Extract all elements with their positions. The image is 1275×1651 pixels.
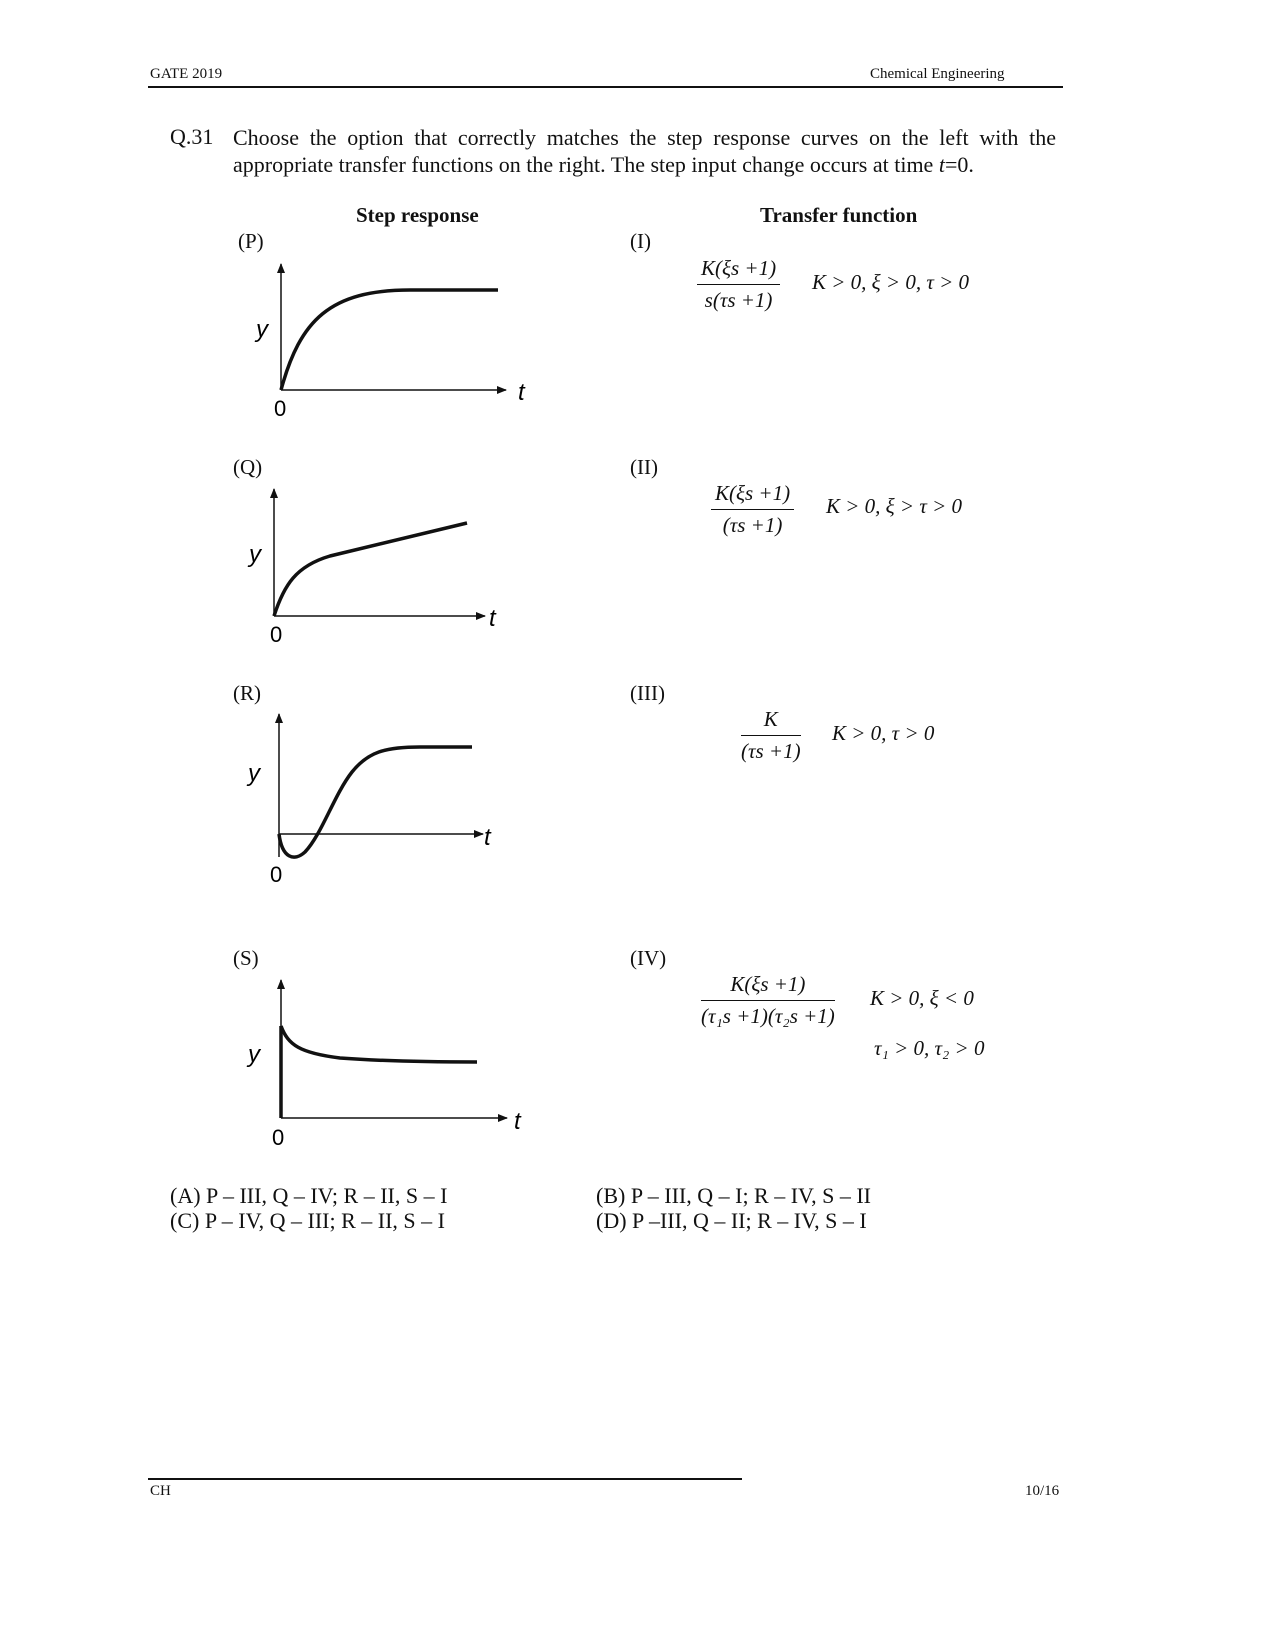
- option-c: (C) P – IV, Q – III; R – II, S – I: [170, 1208, 445, 1233]
- footer-rule: [148, 1478, 742, 1480]
- plot-q: [247, 489, 497, 647]
- plot-label-s: (S): [233, 946, 259, 970]
- tf-label-i: (I): [630, 229, 651, 253]
- plot-q-xlabel: t: [489, 605, 496, 632]
- plot-s-origin: 0: [272, 1125, 285, 1150]
- header-exam: GATE 2019: [150, 66, 223, 82]
- tf-iv-denominator: (τ₁s +1)(τ₂s +1): [701, 1004, 835, 1028]
- plot-label-r: (R): [233, 681, 261, 705]
- plot-r-xlabel: t: [484, 824, 491, 851]
- plot-s-curve: [281, 1026, 477, 1062]
- tf-label-iv: (IV): [630, 946, 667, 970]
- plot-q-origin: 0: [270, 622, 283, 647]
- transfer-function-heading: Transfer function: [760, 203, 918, 227]
- tf-iv-numerator: K(ξs +1): [701, 972, 835, 1001]
- plot-r-origin: 0: [270, 862, 283, 887]
- tf-label-iii: (III): [630, 681, 665, 705]
- tf-ii-denominator: (τs +1): [722, 513, 783, 537]
- tf-i-conditions: K > 0, ξ > 0, τ > 0: [812, 270, 970, 294]
- plot-p-curve: [281, 290, 498, 390]
- question-number: Q.31: [170, 124, 214, 149]
- tf-label-ii: (II): [630, 455, 658, 479]
- tf-iv-conditions-2: τ₁ > 0, τ₂ > 0: [874, 1036, 985, 1060]
- tf-ii-numerator: K(ξs +1): [711, 481, 794, 510]
- tf-ii-fraction: [711, 481, 794, 538]
- plot-label-p: (P): [238, 229, 264, 253]
- plot-r: [246, 714, 492, 887]
- plot-p: [254, 264, 526, 421]
- tf-i-fraction: [697, 256, 780, 313]
- tf-i-numerator: K(ξs +1): [697, 256, 780, 285]
- tf-ii-conditions: K > 0, ξ > τ > 0: [826, 494, 963, 518]
- tf-iii-numerator: K: [741, 707, 801, 736]
- option-b: (B) P – III, Q – I; R – IV, S – II: [596, 1183, 871, 1208]
- tf-iii-fraction: [741, 707, 801, 764]
- tf-iv-conditions: K > 0, ξ < 0: [870, 986, 974, 1010]
- plot-r-curve: [279, 747, 472, 857]
- step-response-heading: Step response: [356, 203, 479, 227]
- header-subject: Chemical Engineering: [870, 66, 1005, 82]
- plot-label-q: (Q): [233, 455, 263, 479]
- footer-code: CH: [150, 1483, 171, 1499]
- plot-s-ylabel: y: [248, 1041, 260, 1068]
- question-line-1: Choose the option that correctly matches the step response curves on the left with the: [233, 125, 1056, 150]
- option-d: (D) P –III, Q – II; R – IV, S – I: [596, 1208, 867, 1233]
- plot-p-xlabel: t: [518, 379, 525, 406]
- plot-s-xlabel: t: [514, 1108, 521, 1135]
- tf-i-denominator: s(τs +1): [704, 288, 773, 312]
- plot-p-ylabel: y: [256, 316, 268, 343]
- plot-p-origin: 0: [274, 396, 287, 421]
- footer-page-number: 10/16: [1025, 1483, 1060, 1499]
- plot-q-curve: [274, 523, 467, 616]
- plot-q-ylabel: y: [249, 541, 261, 568]
- tf-iv-fraction: [701, 972, 835, 1029]
- tf-iii-denominator: (τs +1): [741, 739, 801, 763]
- plot-s: [246, 980, 522, 1150]
- plot-r-ylabel: y: [248, 760, 260, 787]
- question-line-2: appropriate transfer functions on the right. The step input change occurs at time t=0.: [233, 152, 974, 177]
- option-a: (A) P – III, Q – IV; R – II, S – I: [170, 1183, 448, 1208]
- tf-iii-conditions: K > 0, τ > 0: [832, 721, 935, 745]
